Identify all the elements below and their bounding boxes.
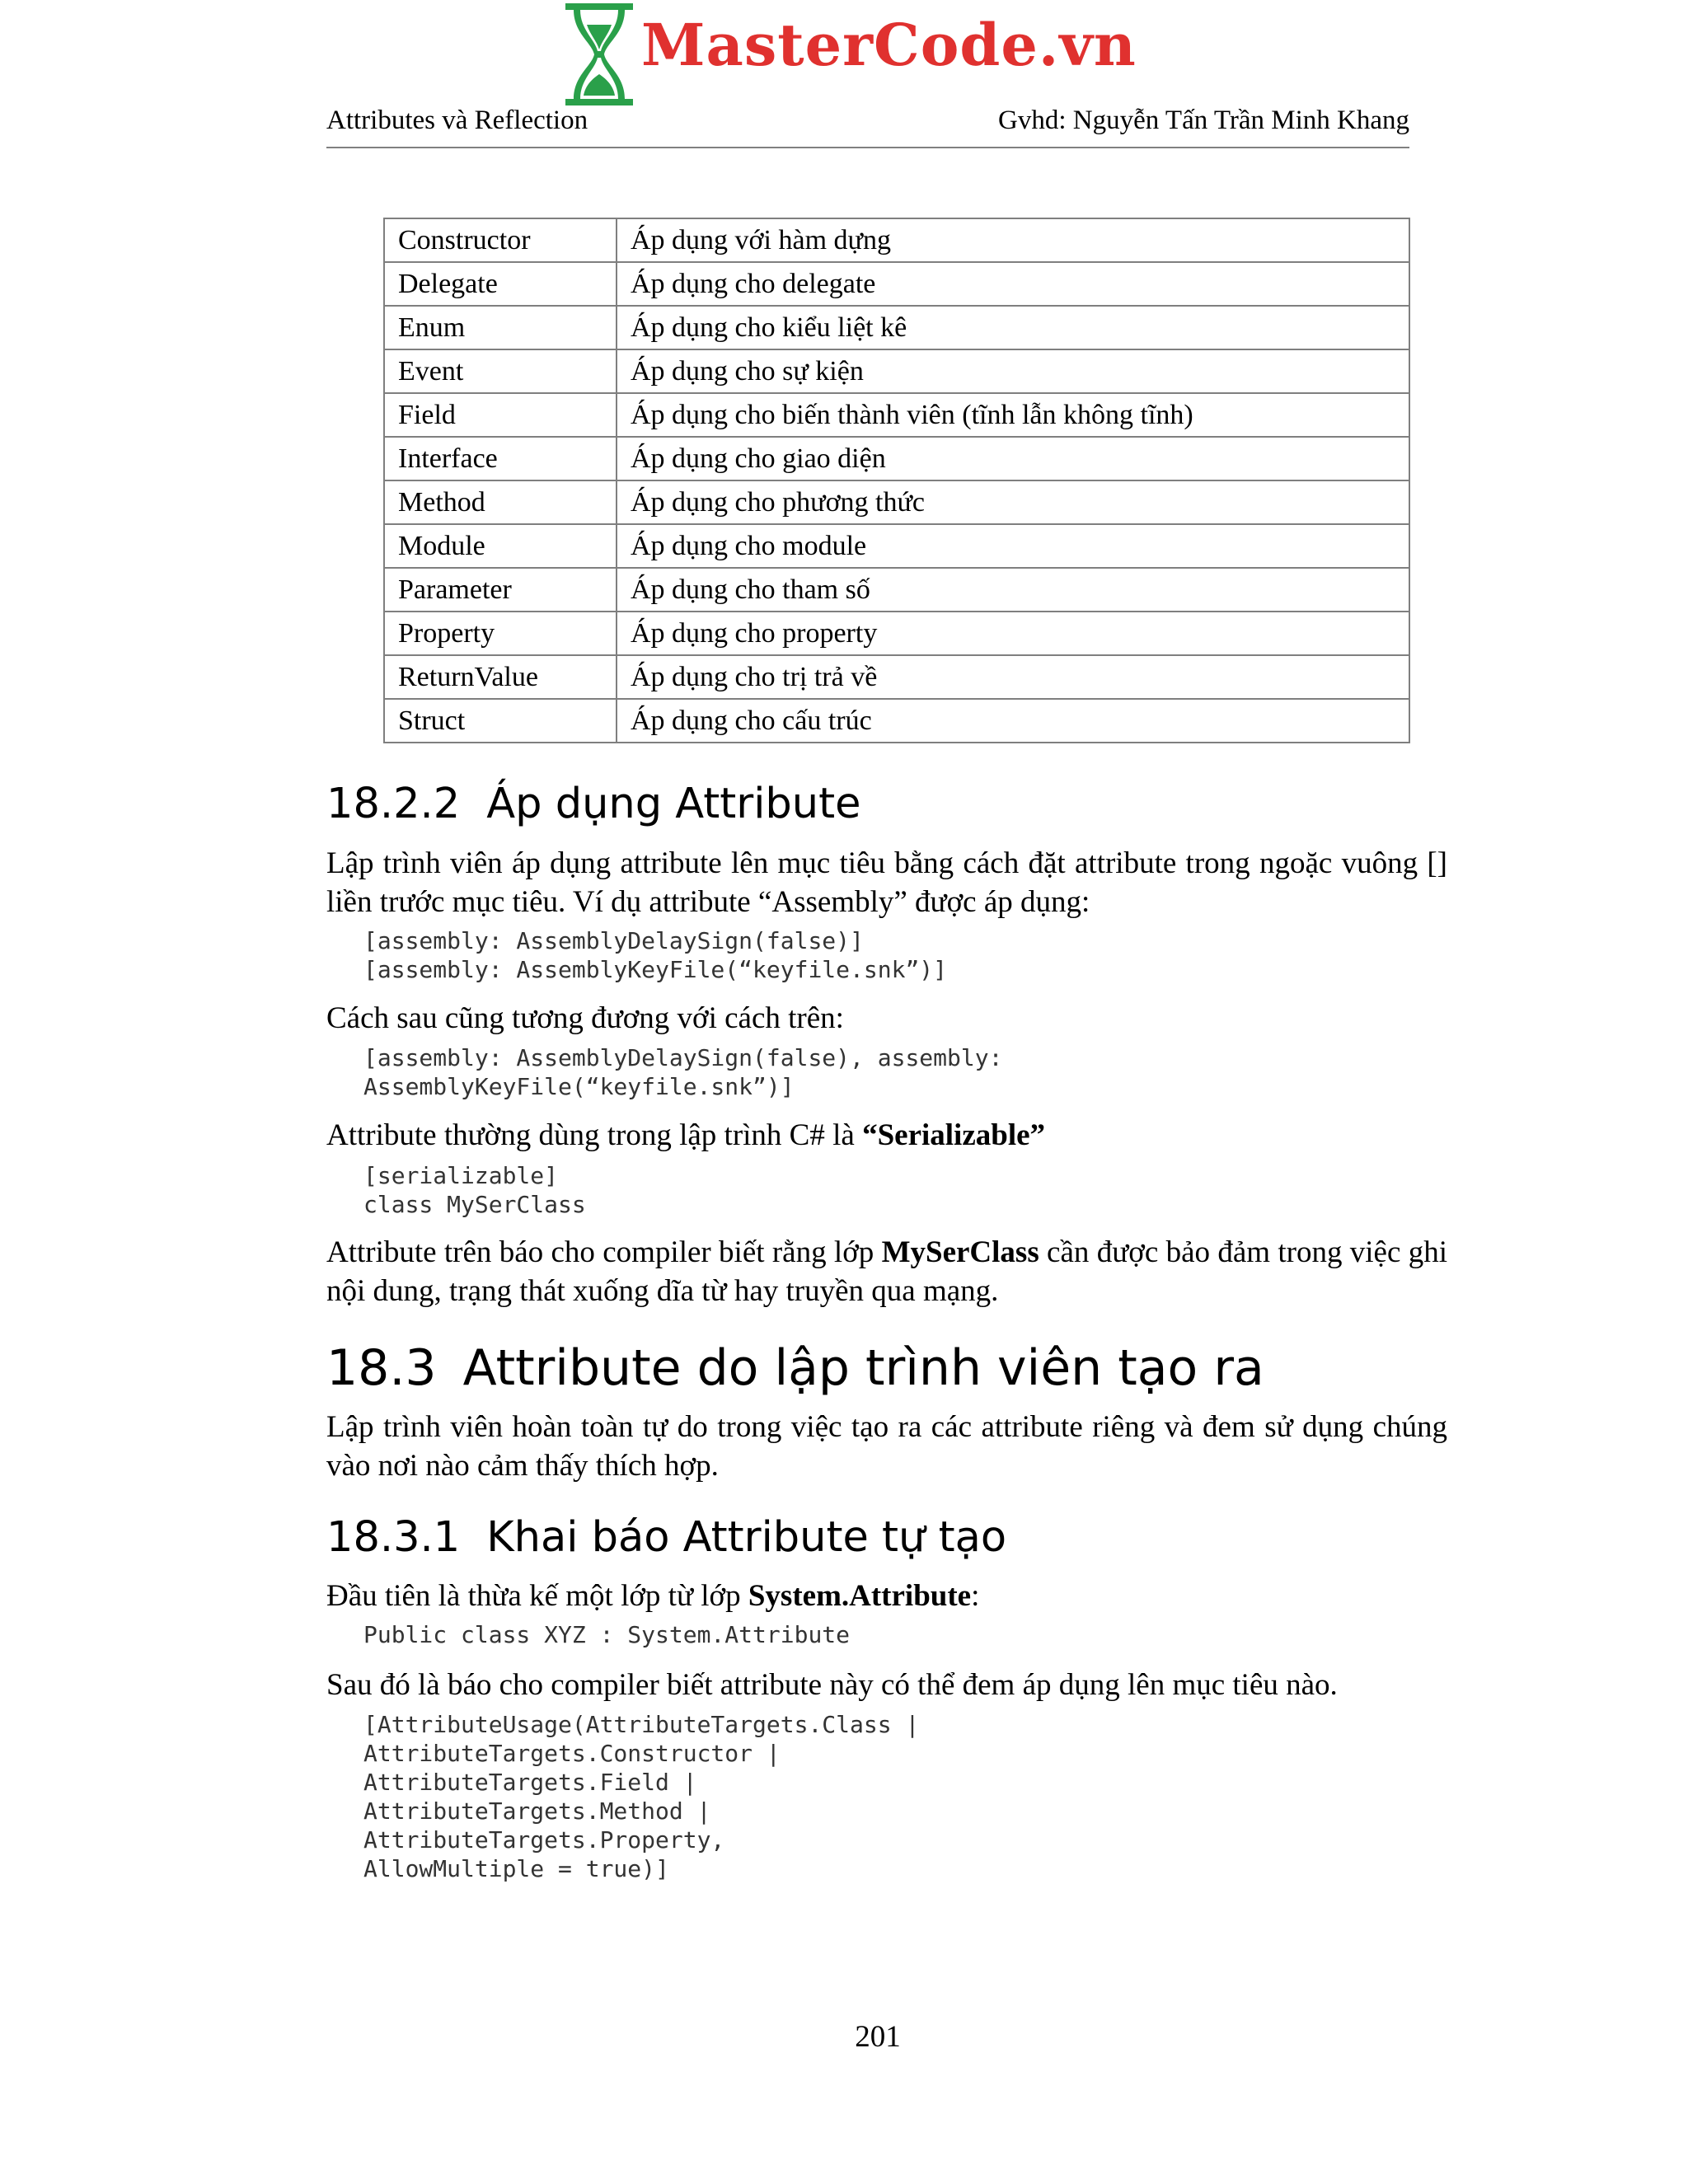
paragraph: Lập trình viên hoàn toàn tự do trong việc tạo ra các attribute riêng và đem sử dụng chúng vào nơi nào cảm thấy thích hợp. bbox=[326, 1410, 1447, 1483]
paragraph bbox=[326, 1233, 1447, 1310]
section-number: 18.3.1 bbox=[326, 1513, 461, 1562]
table-row bbox=[384, 349, 1409, 393]
target-description: Áp dụng cho property bbox=[617, 612, 1409, 655]
bold-term: MySerClass bbox=[881, 1235, 1039, 1269]
target-description: Áp dụng cho tham số bbox=[617, 568, 1409, 612]
table-row bbox=[384, 480, 1409, 524]
target-name: Property bbox=[384, 612, 617, 655]
table-row bbox=[384, 655, 1409, 699]
section-heading-18-3 bbox=[326, 1339, 1264, 1397]
header-chapter-title: Attributes và Reflection bbox=[326, 105, 588, 135]
code-block: Public class XYZ : System.Attribute bbox=[363, 1621, 851, 1648]
code-block: [serializable] class MySerClass bbox=[363, 1162, 586, 1218]
paragraph: Cách sau cũng tương đương với cách trên: bbox=[326, 1001, 844, 1035]
target-name: Enum bbox=[384, 306, 617, 349]
section-number: 18.2.2 bbox=[326, 780, 461, 828]
text-run: : bbox=[971, 1579, 980, 1613]
table-row bbox=[384, 306, 1409, 349]
target-description: Áp dụng cho phương thức bbox=[617, 480, 1409, 524]
logo-text: MasterCode.vn bbox=[641, 11, 1137, 79]
table-row bbox=[384, 524, 1409, 568]
target-name: Field bbox=[384, 393, 617, 437]
table-row bbox=[384, 568, 1409, 612]
target-name: ReturnValue bbox=[384, 655, 617, 699]
code-block: [AttributeUsage(AttributeTargets.Class | AttributeTargets.Constructor | AttributeTargets.Field | AttributeTargets.Method | AttributeTargets.Property, AllowMultiple = true)] bbox=[363, 1711, 920, 1882]
target-description: Áp dụng cho kiểu liệt kê bbox=[617, 306, 1409, 349]
paragraph bbox=[326, 1116, 1045, 1155]
text-run: Đầu tiên là thừa kế một lớp từ lớp bbox=[326, 1579, 748, 1613]
target-name: Parameter bbox=[384, 568, 617, 612]
target-name: Struct bbox=[384, 699, 617, 743]
target-description: Áp dụng cho delegate bbox=[617, 262, 1409, 306]
target-name: Method bbox=[384, 480, 617, 524]
section-title: Khai báo Attribute tự tạo bbox=[486, 1513, 1007, 1562]
header-divider bbox=[326, 147, 1409, 148]
code-block: [assembly: AssemblyDelaySign(false), assembly: AssemblyKeyFile(“keyfile.snk”)] bbox=[363, 1044, 1003, 1100]
section-number: 18.3 bbox=[326, 1339, 437, 1397]
page-number: 201 bbox=[855, 2020, 901, 2054]
target-description: Áp dụng cho sự kiện bbox=[617, 349, 1409, 393]
target-name: Module bbox=[384, 524, 617, 568]
code-block: [assembly: AssemblyDelaySign(false)] [assembly: AssemblyKeyFile(“keyfile.snk”)] bbox=[363, 927, 948, 983]
table-row bbox=[384, 699, 1409, 743]
hourglass-icon bbox=[559, 0, 640, 109]
table-row bbox=[384, 218, 1409, 262]
paragraph: Sau đó là báo cho compiler biết attribute này có thể đem áp dụng lên mục tiêu nào. bbox=[326, 1668, 1338, 1702]
table-row bbox=[384, 437, 1409, 480]
target-name: Interface bbox=[384, 437, 617, 480]
target-name: Event bbox=[384, 349, 617, 393]
bold-term: System.Attribute bbox=[748, 1579, 972, 1613]
paragraph bbox=[326, 1577, 979, 1615]
text-run: Attribute thường dùng trong lập trình C# là bbox=[326, 1118, 863, 1152]
section-heading-18-2-2 bbox=[326, 780, 861, 828]
target-name: Constructor bbox=[384, 218, 617, 262]
target-description: Áp dụng cho giao diện bbox=[617, 437, 1409, 480]
attribute-targets-table bbox=[383, 218, 1410, 743]
table-row bbox=[384, 262, 1409, 306]
mastercode-logo bbox=[559, 0, 1137, 109]
target-description: Áp dụng cho trị trả về bbox=[617, 655, 1409, 699]
target-description: Áp dụng với hàm dựng bbox=[617, 218, 1409, 262]
bold-term: “Serializable” bbox=[862, 1118, 1046, 1152]
target-description: Áp dụng cho module bbox=[617, 524, 1409, 568]
target-description: Áp dụng cho biến thành viên (tĩnh lẫn không tĩnh) bbox=[617, 393, 1409, 437]
text-run: Attribute trên báo cho compiler biết rằng lớp bbox=[326, 1235, 882, 1269]
target-name: Delegate bbox=[384, 262, 617, 306]
header-instructor: Gvhd: Nguyễn Tấn Trần Minh Khang bbox=[998, 105, 1409, 135]
section-title: Áp dụng Attribute bbox=[486, 780, 861, 828]
table-row bbox=[384, 393, 1409, 437]
section-title: Attribute do lập trình viên tạo ra bbox=[462, 1339, 1264, 1397]
target-description: Áp dụng cho cấu trúc bbox=[617, 699, 1409, 743]
table-row bbox=[384, 612, 1409, 655]
paragraph: Lập trình viên áp dụng attribute lên mục tiêu bằng cách đặt attribute trong ngoặc vuông [] liền trước mục tiêu. Ví dụ attribute “Assembly” được áp dụng: bbox=[326, 846, 1447, 919]
section-heading-18-3-1 bbox=[326, 1513, 1007, 1562]
text-run: cần được bảo đảm trong việc ghi nội dung, trạng thát xuống dĩa từ hay truyền qua mạng. bbox=[326, 1235, 1447, 1308]
